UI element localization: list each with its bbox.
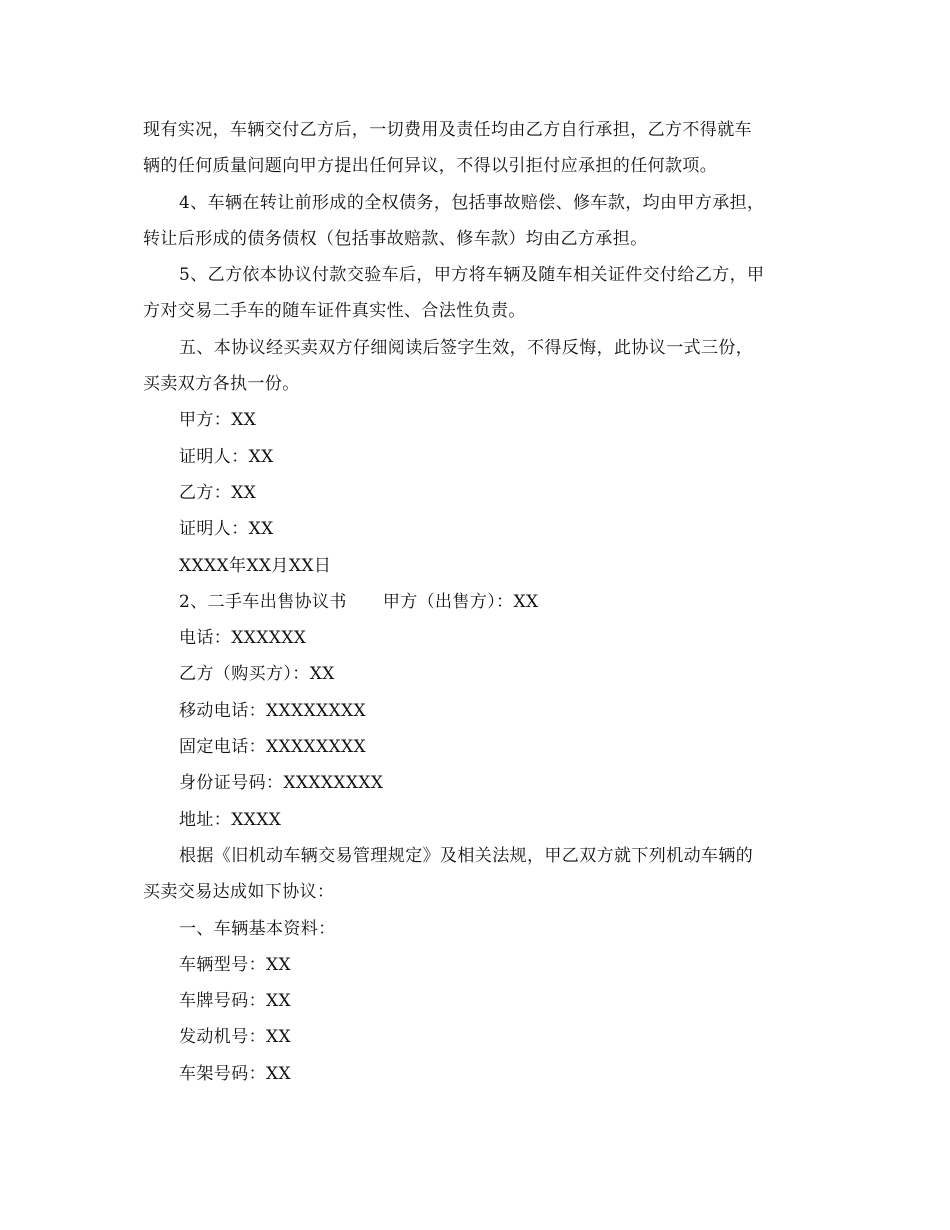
party-b-line: 乙方：XX [179, 482, 257, 503]
vehicle-model-line: 车辆型号：XX [179, 954, 292, 975]
id-number-line: 身份证号码：XXXXXXXX [179, 773, 384, 794]
frame-number-line: 车架号码：XX [179, 1063, 292, 1084]
phone-line: 电话：XXXXXX [179, 628, 307, 649]
paragraph-line: 现有实况，车辆交付乙方后，一切费用及责任均由乙方自行承担，乙方不得就车 [143, 120, 752, 140]
paragraph-line: 辆的任何质量问题向甲方提出任何异议，不得以引拒付应承担的任何款项。 [143, 156, 718, 177]
engine-number-line: 发动机号：XX [179, 1027, 292, 1048]
paragraph-line: 买卖双方各执一份。 [143, 374, 300, 395]
mobile-phone-line: 移动电话：XXXXXXXX [179, 700, 367, 721]
section-heading: 2、二手车出售协议书 [179, 591, 347, 612]
subsection-heading: 一、车辆基本资料： [179, 918, 336, 939]
address-line: 地址：XXXX [179, 809, 282, 830]
witness-line: 证明人：XX [179, 519, 274, 540]
landline-phone-line: 固定电话：XXXXXXXX [179, 737, 367, 758]
seller-line: 甲方（出售方）：XX [382, 591, 539, 612]
paragraph-line: 4、车辆在转让前形成的全权债务，包括事故赔偿、修车款，均由甲方承担， [179, 192, 765, 213]
party-a-line: 甲方：XX [179, 410, 257, 431]
paragraph-line: 方对交易二手车的随车证件真实性、合法性负责。 [143, 301, 526, 322]
buyer-line: 乙方（购买方）：XX [179, 664, 335, 685]
section-heading-line [143, 584, 803, 620]
paragraph-line: 五、本协议经买卖双方仔细阅读后签字生效，不得反悔，此协议一式三份， [179, 337, 754, 358]
paragraph-line: 根据《旧机动车辆交易管理规定》及相关法规，甲乙双方就下列机动车辆的 [179, 845, 754, 866]
witness-line: 证明人：XX [179, 446, 274, 467]
paragraph-line: 买卖交易达成如下协议： [143, 882, 335, 903]
paragraph-line: 转让后形成的债务债权（包括事故赔款、修车款）均由乙方承担。 [143, 228, 648, 249]
paragraph-line: 5、乙方依本协议付款交验车后，甲方将车辆及随车相关证件交付给乙方，甲 [179, 265, 765, 286]
date-line: XXXX年XX月XX日 [179, 555, 332, 576]
document-body [143, 112, 803, 1092]
license-plate-line: 车牌号码：XX [179, 991, 292, 1012]
